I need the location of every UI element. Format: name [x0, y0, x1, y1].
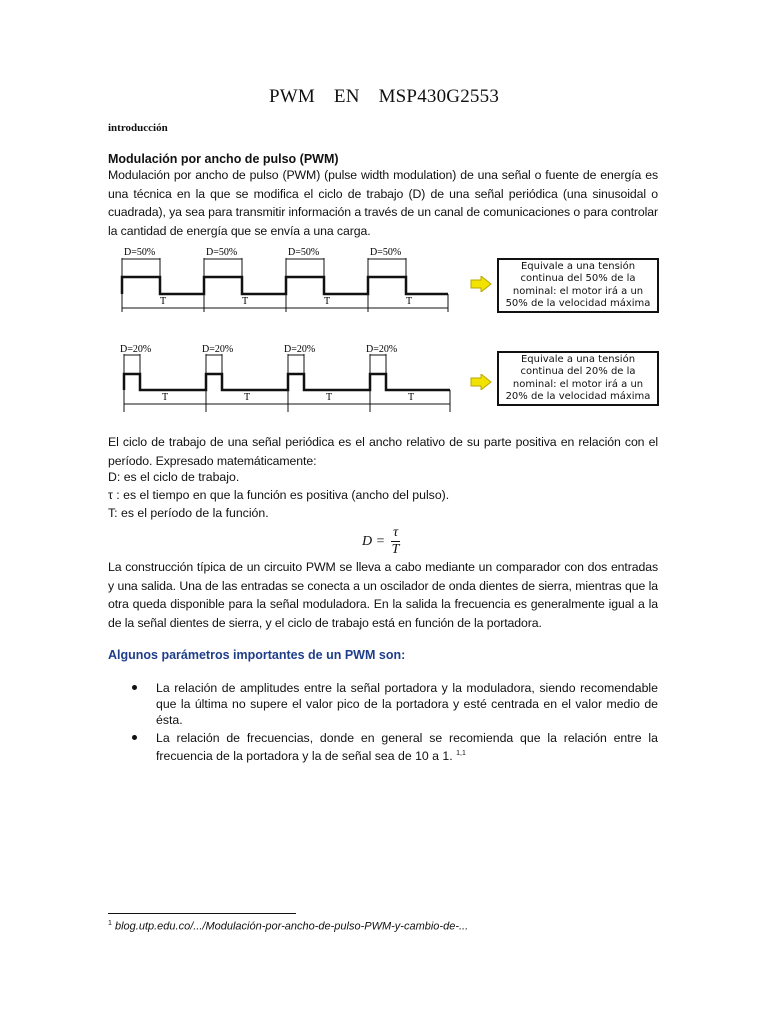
params-heading: Algunos parámetros importantes de un PWM son: — [108, 648, 406, 662]
pwm-waveform-20 — [124, 374, 450, 390]
params-list — [108, 680, 658, 766]
period-label: T — [162, 392, 169, 403]
duty-label: D=20% — [202, 344, 234, 355]
duty-label: D=50% — [206, 247, 238, 258]
duty-label: D=50% — [370, 247, 402, 258]
pwm-waveform-50 — [122, 277, 448, 294]
pwm-diagram-50 — [118, 244, 458, 316]
paragraph-2: El ciclo de trabajo de una señal periódica es el ancho relativo de su parte positiva en relación con el período. Expresado matemáticamente: — [108, 435, 658, 468]
duty-label: D=20% — [284, 344, 316, 355]
definition-d: D: es el ciclo de trabajo. — [108, 470, 240, 484]
paragraph-3: La construcción típica de un circuito PWM se lleva a cabo mediante un comparador con dos entradas y una salida. Una de las entradas se conecta a un oscilador de onda dientes de sierra, mientras que la otra queda disponible para la señal moduladora. En la salida la frecuencia es generalmente igual a la de la señal dientes de sierra, y el ciclo de trabajo está en función de la portadora. — [108, 560, 658, 630]
definition-tau: τ : es el tiempo en que la función es positiva (ancho del pulso). — [108, 488, 450, 502]
footnote — [108, 920, 468, 933]
right-arrow-icon — [470, 276, 492, 292]
formula-fraction — [391, 525, 400, 558]
duty-label: D=20% — [366, 344, 398, 355]
right-arrow-icon — [470, 374, 492, 390]
footnote-mark: 1 — [108, 920, 112, 927]
footnote-divider — [108, 913, 296, 914]
period-label: T — [406, 296, 413, 307]
duty-label: D=50% — [124, 247, 156, 258]
page-title: PWM EN MSP430G2553 — [268, 86, 500, 107]
section-heading: Modulación por ancho de pulso (PWM) — [108, 152, 339, 166]
period-label: T — [324, 296, 331, 307]
intro-heading: introducción — [108, 122, 168, 134]
formula-numerator: τ — [393, 525, 399, 540]
footnote-ref[interactable]: 1,1 — [456, 750, 466, 757]
period-label: T — [408, 392, 415, 403]
duty-label: D=50% — [288, 247, 320, 258]
formula-lhs: D = — [362, 533, 386, 549]
paragraph-1: Modulación por ancho de pulso (PWM) (pulse width modulation) de una señal o fuente de energía es una técnica en la que se modifica el ciclo de trabajo (D) de una señal periódica (una sinusoidal o cuadrada), ya sea para transmitir información a través de un canal de comunicaciones o para controlar la cantidad de energía que se envía a una carga. — [108, 168, 658, 238]
list-item: La relación de amplitudes entre la señal portadora y la moduladora, siendo recomendable que la última no supere el valor pico de la portadora y esté centrada en el valor medio de ésta. — [108, 680, 658, 728]
period-label: T — [244, 392, 251, 403]
formula-denominator: T — [391, 542, 400, 557]
list-item: La relación de frecuencias, donde en general se recomienda que la relación entre la frecuencia de la portadora y la de señal sea de 10 a 1. $^{1,1}$ — [108, 730, 658, 764]
definition-t: T: es el período de la función. — [108, 506, 269, 520]
bullet-icon — [132, 735, 137, 740]
period-label: T — [160, 296, 167, 307]
callout-20: Equivale a una tensión continua del 20% de la nominal: el motor irá a un 20% de la velocidad máxima — [497, 351, 659, 406]
period-label: T — [242, 296, 249, 307]
pwm-diagram-20 — [118, 342, 458, 418]
callout-50: Equivale a una tensión continua del 50% de la nominal: el motor irá a un 50% de la velocidad máxima — [497, 258, 659, 313]
footnote-link[interactable]: blog.utp.edu.co/.../Modulación-por-ancho-de-pulso-PWM-y-cambio-de-... — [114, 920, 469, 933]
period-label: T — [326, 392, 333, 403]
duty-label: D=20% — [120, 344, 152, 355]
bullet-icon — [132, 685, 137, 690]
duty-cycle-formula — [362, 525, 400, 558]
